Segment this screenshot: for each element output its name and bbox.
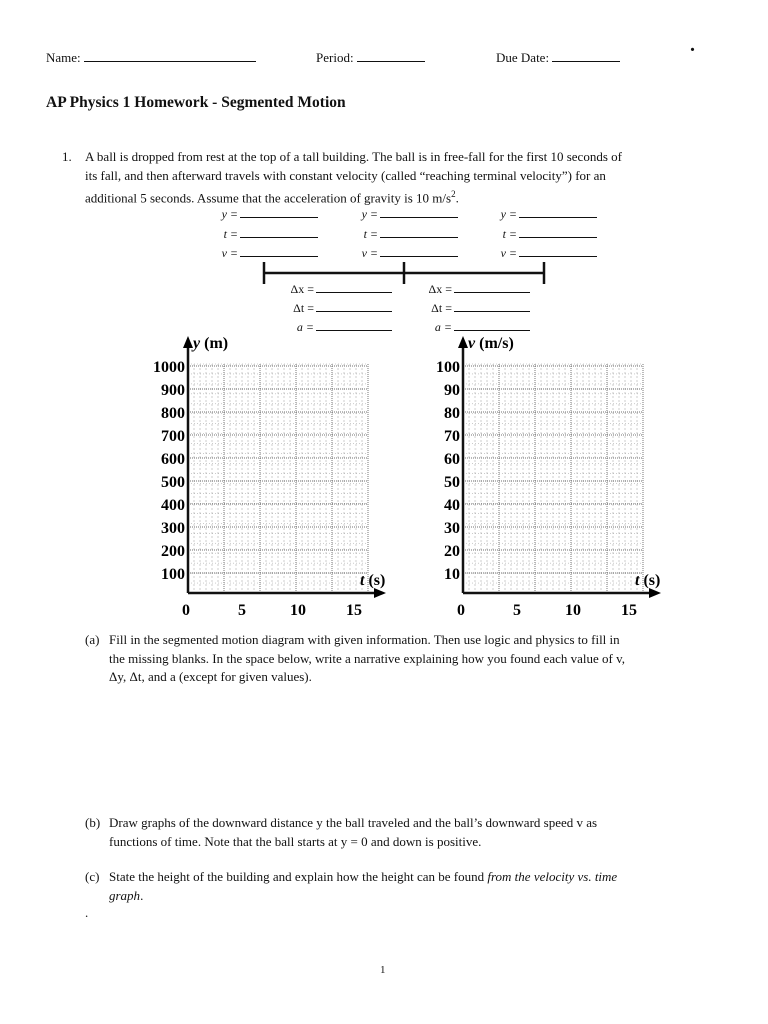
position-graph-x-axis-arrow bbox=[374, 588, 386, 598]
part-a bbox=[85, 631, 725, 691]
question-line-1: A ball is dropped from rest at the top of a tall building. The ball is in free-fall for the first 10 seconds of bbox=[85, 149, 622, 164]
point-3-labels bbox=[469, 205, 597, 264]
velocity-graph-x-tick-label: 15 bbox=[621, 602, 637, 619]
position-graph-y-tick-label: 400 bbox=[161, 497, 185, 514]
dx-label: Δx = bbox=[428, 282, 452, 296]
velocity-graph-y-tick-label: 70 bbox=[444, 428, 460, 445]
v-label: v = bbox=[221, 246, 238, 260]
position-graph-y-tick-label: 300 bbox=[161, 520, 185, 537]
segment-1-labels bbox=[262, 280, 392, 337]
part-c-line-2-emphasis: graph bbox=[109, 887, 141, 903]
velocity-graph-y-tick-label: 50 bbox=[444, 474, 460, 491]
velocity-time-graph[interactable] bbox=[415, 330, 675, 620]
position-graph-y-tick-label: 600 bbox=[161, 451, 185, 468]
v-label: v = bbox=[500, 246, 517, 260]
part-a-label: (a) bbox=[85, 632, 100, 647]
part-b-label: (b) bbox=[85, 815, 101, 830]
due-date-blank[interactable] bbox=[552, 49, 620, 62]
name-label: Name: bbox=[46, 50, 81, 65]
dt-blank[interactable] bbox=[316, 300, 392, 312]
position-graph-y-tick-label: 800 bbox=[161, 405, 185, 422]
y-blank[interactable] bbox=[380, 206, 458, 218]
corner-dot: . bbox=[690, 34, 695, 56]
velocity-graph-x-tick-label: 0 bbox=[457, 602, 465, 619]
point-1-labels bbox=[190, 205, 318, 264]
position-graph-y-axis-arrow bbox=[183, 336, 193, 348]
position-graph-y-tick-label: 100 bbox=[161, 566, 185, 583]
part-a-line-1: Fill in the segmented motion diagram with given information. Then use logic and physics to fill in bbox=[109, 632, 620, 647]
question-line-2: its fall, and then afterward travels with constant velocity (called “reaching terminal velocity”) for an bbox=[85, 167, 606, 183]
question-line-3-end: . bbox=[455, 190, 459, 206]
page-number: 1 bbox=[380, 964, 386, 976]
position-graph-y-tick-label: 1000 bbox=[153, 359, 185, 376]
t-label: t = bbox=[502, 226, 517, 241]
part-c-line-1 bbox=[109, 868, 709, 887]
dx-blank[interactable] bbox=[316, 281, 392, 293]
velocity-graph-y-tick-label: 40 bbox=[444, 497, 460, 514]
part-b-line-1: Draw graphs of the downward distance y the ball traveled and the ball’s downward speed v as bbox=[109, 815, 598, 830]
t-blank[interactable] bbox=[380, 226, 458, 238]
v-blank[interactable] bbox=[240, 245, 318, 257]
question-line-3-text: additional 5 seconds. Assume that the acceleration of gravity is 10 m/s bbox=[85, 190, 452, 206]
position-graph-y-tick-label: 900 bbox=[161, 382, 185, 399]
a-label: a = bbox=[434, 320, 452, 334]
segment-2-labels bbox=[400, 280, 530, 337]
position-time-graph[interactable] bbox=[140, 330, 400, 620]
position-graph-y-axis-label: y (m) bbox=[193, 335, 229, 352]
position-graph-x-tick-label: 10 bbox=[290, 602, 306, 619]
part-a-line-2: the missing blanks. In the space below, write a narrative explaining how you found each value of v, bbox=[109, 650, 625, 666]
v-blank[interactable] bbox=[519, 245, 597, 257]
question-text bbox=[85, 148, 725, 208]
y-label: y = bbox=[361, 207, 378, 221]
y-label: y = bbox=[221, 207, 238, 221]
name-blank[interactable] bbox=[84, 49, 256, 62]
part-c bbox=[85, 868, 725, 908]
part-c-text bbox=[109, 868, 709, 905]
velocity-graph-x-tick-label: 10 bbox=[565, 602, 581, 619]
velocity-graph-x-axis-label: t (s) bbox=[635, 572, 661, 589]
exponent: 2 bbox=[451, 189, 456, 199]
dt-blank[interactable] bbox=[454, 300, 530, 312]
velocity-graph-y-axis-arrow bbox=[458, 336, 468, 348]
velocity-graph-y-tick-label: 10 bbox=[444, 566, 460, 583]
part-c-label: (c) bbox=[85, 869, 100, 884]
dx-label: Δx = bbox=[290, 282, 314, 296]
part-c-line-2 bbox=[109, 887, 709, 906]
velocity-graph-y-tick-label: 20 bbox=[444, 543, 460, 560]
t-blank[interactable] bbox=[240, 226, 318, 238]
part-a-line-3: Δy, Δt, and a (except for given values). bbox=[109, 669, 312, 684]
page-title: AP Physics 1 Homework - Segmented Motion bbox=[46, 94, 346, 111]
velocity-graph-y-axis-label: v (m/s) bbox=[468, 335, 514, 352]
dt-label: Δt = bbox=[431, 301, 452, 315]
velocity-graph-y-tick-label: 80 bbox=[444, 405, 460, 422]
dt-label: Δt = bbox=[293, 301, 314, 315]
position-graph-x-tick-label: 5 bbox=[238, 602, 246, 619]
position-graph-y-tick-label: 500 bbox=[161, 474, 185, 491]
part-c-line-1-emphasis: from the velocity vs. time bbox=[487, 869, 618, 884]
part-b-text bbox=[109, 814, 709, 851]
y-blank[interactable] bbox=[240, 206, 318, 218]
period-blank[interactable] bbox=[357, 49, 425, 62]
position-graph-y-tick-label: 700 bbox=[161, 428, 185, 445]
position-graph-x-tick-label: 15 bbox=[346, 602, 362, 619]
t-label: t = bbox=[363, 226, 378, 241]
velocity-graph-y-tick-label: 90 bbox=[444, 382, 460, 399]
part-b-line-2: functions of time. Note that the ball starts at y = 0 and down is positive. bbox=[109, 833, 482, 849]
y-label: y = bbox=[500, 207, 517, 221]
position-graph-x-tick-label: 0 bbox=[182, 602, 190, 619]
position-graph-y-tick-label: 200 bbox=[161, 543, 185, 560]
dx-blank[interactable] bbox=[454, 281, 530, 293]
velocity-graph-y-tick-label: 30 bbox=[444, 520, 460, 537]
stray-dot: . bbox=[85, 905, 89, 920]
part-b bbox=[85, 814, 725, 854]
v-label: v = bbox=[361, 246, 378, 260]
period-label: Period: bbox=[316, 50, 354, 65]
y-blank[interactable] bbox=[519, 206, 597, 218]
part-c-line-2-end: . bbox=[140, 887, 144, 903]
t-label: t = bbox=[223, 226, 238, 241]
t-blank[interactable] bbox=[519, 226, 597, 238]
velocity-graph-x-tick-label: 5 bbox=[513, 602, 521, 619]
name-field[interactable] bbox=[46, 49, 256, 66]
position-graph-x-axis-label: t (s) bbox=[360, 572, 386, 589]
due-date-label: Due Date: bbox=[496, 50, 550, 65]
question-number: 1. bbox=[62, 149, 72, 164]
velocity-graph-y-tick-label: 100 bbox=[436, 359, 460, 376]
part-a-text bbox=[109, 631, 709, 687]
a-label: a = bbox=[296, 320, 314, 334]
v-blank[interactable] bbox=[380, 245, 458, 257]
due-date-field[interactable] bbox=[496, 49, 620, 66]
velocity-graph-x-axis-arrow bbox=[649, 588, 661, 598]
period-field[interactable] bbox=[316, 49, 425, 66]
part-c-line-1-text: State the height of the building and explain how the height can be found bbox=[109, 869, 488, 884]
point-2-labels bbox=[330, 205, 458, 264]
velocity-graph-y-tick-label: 60 bbox=[444, 451, 460, 468]
